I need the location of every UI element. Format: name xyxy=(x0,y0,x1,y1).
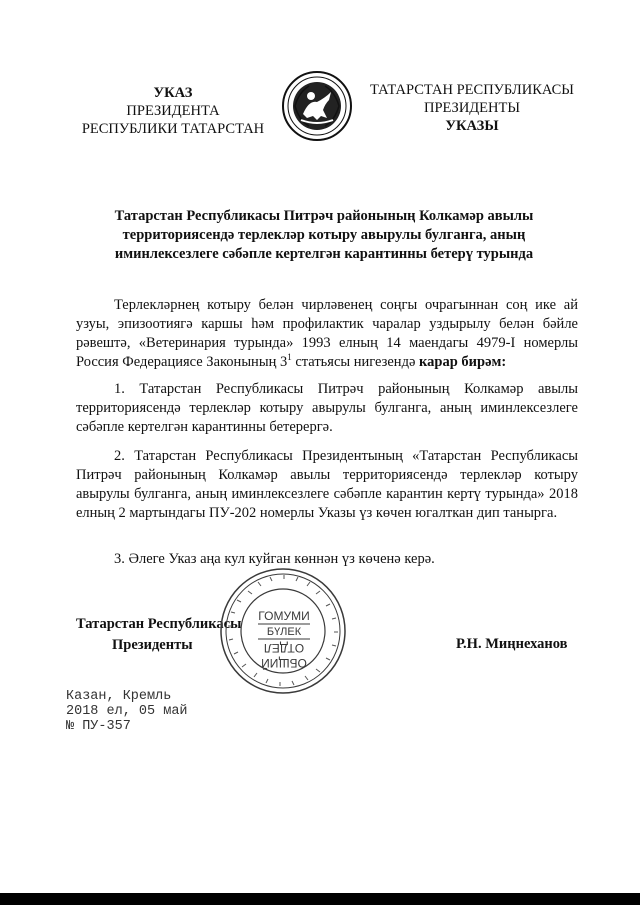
header-right-line2: ПРЕЗИДЕНТЫ xyxy=(423,100,521,116)
stamp-line2: БҮЛЕК xyxy=(266,626,302,638)
header-left-line3: РЕСПУБЛИКИ ТАТАРСТАН xyxy=(81,121,265,137)
clause-3: 3. Әлеге Указ аңа кул куйган көннән үз көченә керә. xyxy=(114,551,435,567)
date-line: 2018 ел, 05 май xyxy=(66,704,188,719)
preamble-text: Терлекләрнең котыру белән чирләвенең соңгы очрагыннан соң ике ай узуы, эпизоотиягә каршы һәм профилактик чаралар уздырылу белән бәйле рәвештә, «Ветеринария турында» 1993 елның 14 маендагы 4979-I номерлы Россия Федерациясе Законының 3 xyxy=(76,297,578,370)
header-left-line1: УКАЗ xyxy=(153,85,193,101)
scan-bottom-border xyxy=(0,893,640,905)
official-stamp xyxy=(218,566,348,696)
number-line: № ПУ-357 xyxy=(66,719,131,734)
article-superscript: 1 xyxy=(287,352,292,363)
position-line2: Президенты xyxy=(112,637,193,653)
place-line: Казан, Кремль xyxy=(66,689,172,704)
header-right xyxy=(362,81,582,135)
place-date-number xyxy=(66,689,188,734)
signatory-name: Р.Н. Миңнеханов xyxy=(456,636,568,652)
preamble-paragraph xyxy=(76,296,578,372)
decree-phrase: карар бирәм: xyxy=(419,354,507,370)
preamble-text-cont: статьясы нигезендә xyxy=(291,354,420,370)
stamp-line1: ГОМУМИ xyxy=(258,609,310,623)
coat-of-arms-icon xyxy=(281,70,353,142)
clause-2: 2. Татарстан Республикасы Президентының «Татарстан Республикасы Питрәч районының Колкамәр авылы территориясендә терлекләр котыру авырулы булганга, аның иминлексезлеге сәбәпле карантин кертү турында» 2018 елның 2 мартындагы ПУ-202 номерлы Указы үз көчен югалткан дип танырга. xyxy=(76,448,578,521)
clause-1: 1. Татарстан Республикасы Питрәч районының Колкамәр авылы территориясендә терлекләр котыру авырулы булганга, аның иминлексезлеге сәбәпле кертелгән карантинны бетерергә. xyxy=(76,381,578,435)
header-left xyxy=(68,84,278,138)
stamp-line3: ОТДЕЛ xyxy=(263,641,305,655)
position-line1: Татарстан Республикасы xyxy=(76,616,242,632)
header-left-line2: ПРЕЗИДЕНТА xyxy=(126,103,220,119)
header-right-line1: ТАТАРСТАН РЕСПУБЛИКАСЫ xyxy=(370,82,574,98)
header-right-line3: УКАЗЫ xyxy=(445,118,499,134)
stamp-line4: ОБЩИЙ xyxy=(261,656,307,670)
document-title: Татарстан Республикасы Питрәч районының Колкамәр авылы территориясендә терлекләр котыру авырулы булганга, аның иминлексезлеге сәбәпле кертелгән карантинны бетерү турында xyxy=(114,208,534,262)
